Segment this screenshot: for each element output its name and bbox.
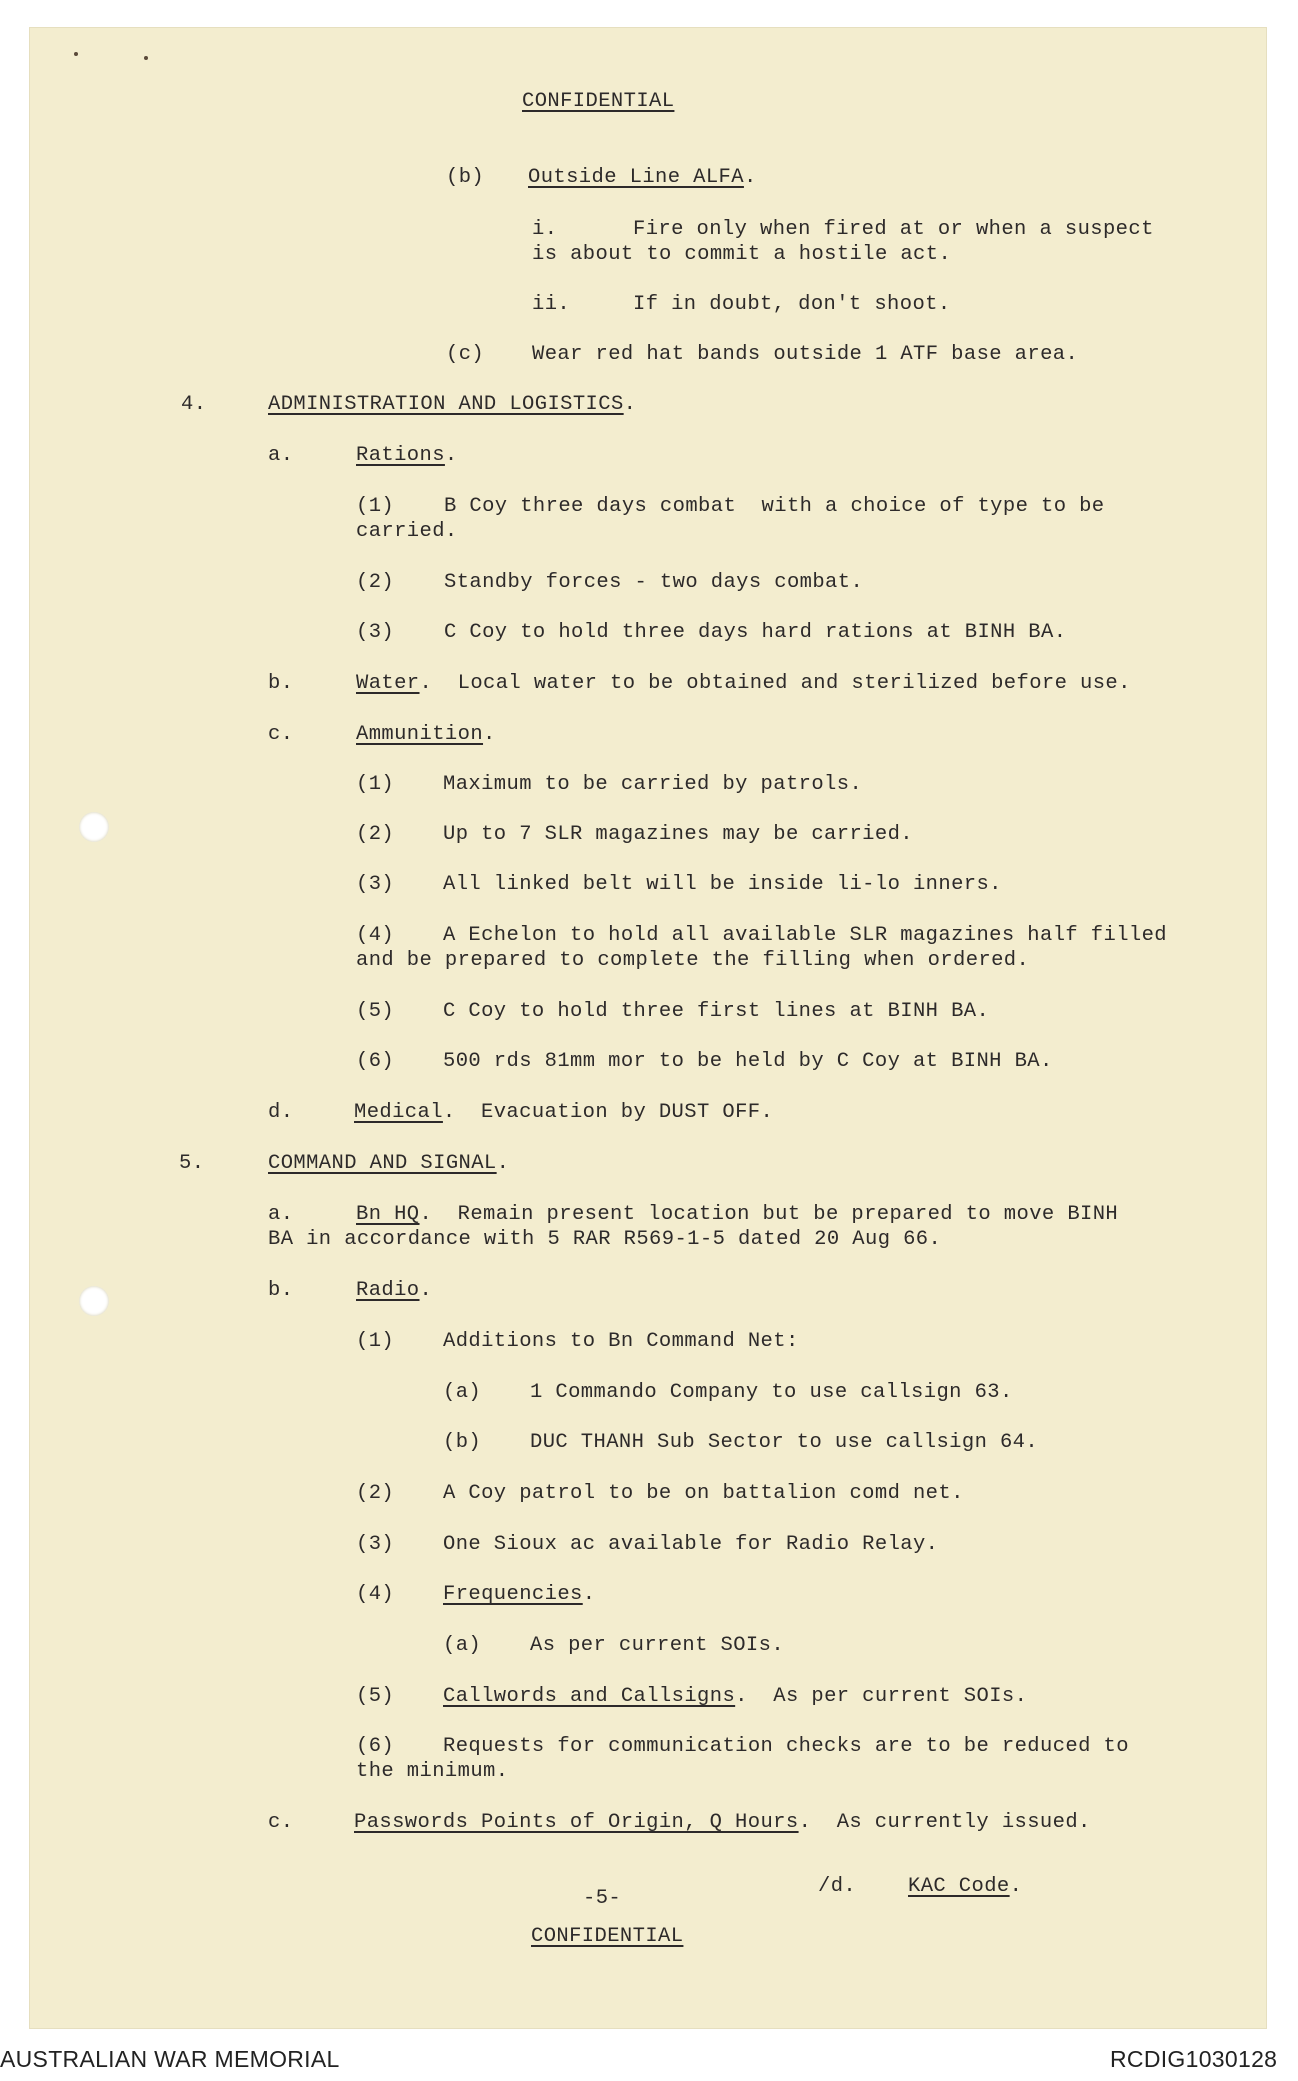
header-classification: CONFIDENTIAL bbox=[522, 90, 675, 113]
item-text: 1 Commando Company to use callsign 63. bbox=[530, 1381, 1013, 1404]
item-label: c. bbox=[268, 723, 294, 746]
continuation-heading: KAC Code. bbox=[908, 1875, 1023, 1898]
item-label: (3) bbox=[356, 873, 395, 896]
item-text: A Coy patrol to be on battalion comd net. bbox=[443, 1482, 964, 1505]
item-heading: Passwords Points of Origin, Q Hours. As currently issued. bbox=[354, 1811, 1091, 1834]
item-text: carried. bbox=[356, 520, 458, 543]
item-text: C Coy to hold three first lines at BINH BA. bbox=[443, 1000, 990, 1023]
punch-hole-top bbox=[79, 812, 109, 842]
item-text: Fire only when fired at or when a suspect bbox=[633, 218, 1154, 241]
item-heading: Medical. Evacuation by DUST OFF. bbox=[354, 1101, 774, 1124]
punch-hole-bottom bbox=[79, 1286, 109, 1316]
item-text: is about to commit a hostile act. bbox=[532, 243, 952, 266]
item-label: (3) bbox=[356, 1533, 395, 1556]
archive-credit: AUSTRALIAN WAR MEMORIAL bbox=[0, 2046, 340, 2072]
item-label: (1) bbox=[356, 495, 395, 518]
item-label: (5) bbox=[356, 1000, 395, 1023]
item-text: As per current SOIs. bbox=[530, 1634, 785, 1657]
item-label: (b) bbox=[443, 1431, 482, 1454]
item-text: If in doubt, don't shoot. bbox=[633, 293, 951, 316]
document-page bbox=[30, 28, 1266, 2028]
item-text: A Echelon to hold all available SLR magazines half filled bbox=[443, 924, 1168, 947]
continuation-label: /d. bbox=[818, 1875, 857, 1898]
item-label: (1) bbox=[356, 1330, 395, 1353]
section-title: COMMAND AND SIGNAL. bbox=[268, 1152, 510, 1175]
item-label: (4) bbox=[356, 1583, 395, 1606]
item-heading: Callwords and Callsigns. As per current SOIs. bbox=[443, 1685, 1028, 1708]
item-label: (a) bbox=[443, 1634, 482, 1657]
item-heading: Frequencies. bbox=[443, 1583, 596, 1606]
item-heading: Ammunition. bbox=[356, 723, 496, 746]
item-text: and be prepared to complete the filling when ordered. bbox=[356, 949, 1030, 972]
item-text: Maximum to be carried by patrols. bbox=[443, 773, 863, 796]
paper-mark bbox=[144, 56, 148, 60]
item-label: (6) bbox=[356, 1050, 395, 1073]
section-number: 4. bbox=[181, 393, 207, 416]
item-heading: Water. Local water to be obtained and sterilized before use. bbox=[356, 672, 1131, 695]
item-text: DUC THANH Sub Sector to use callsign 64. bbox=[530, 1431, 1039, 1454]
item-label: c. bbox=[268, 1811, 294, 1834]
item-text: Up to 7 SLR magazines may be carried. bbox=[443, 823, 913, 846]
item-label: (1) bbox=[356, 773, 395, 796]
item-text: Wear red hat bands outside 1 ATF base area. bbox=[532, 343, 1079, 366]
item-heading: Rations. bbox=[356, 444, 458, 467]
archive-reference: RCDIG1030128 bbox=[1110, 2046, 1278, 2072]
page-number: -5- bbox=[583, 1887, 622, 1910]
item-text: BA in accordance with 5 RAR R569-1-5 dated 20 Aug 66. bbox=[268, 1228, 942, 1251]
item-label: (5) bbox=[356, 1685, 395, 1708]
section-number: 5. bbox=[179, 1152, 205, 1175]
item-text: All linked belt will be inside li-lo inners. bbox=[443, 873, 1002, 896]
item-label: (6) bbox=[356, 1735, 395, 1758]
item-label: (2) bbox=[356, 1482, 395, 1505]
item-label: b. bbox=[268, 1279, 294, 1302]
item-text: the minimum. bbox=[356, 1760, 509, 1783]
item-label: (2) bbox=[356, 823, 395, 846]
item-label: (4) bbox=[356, 924, 395, 947]
item-label: b. bbox=[268, 672, 294, 695]
item-label: ii. bbox=[532, 293, 571, 316]
footer-classification: CONFIDENTIAL bbox=[531, 1925, 684, 1948]
item-label: (2) bbox=[356, 571, 395, 594]
item-text: Standby forces - two days combat. bbox=[444, 571, 864, 594]
item-heading: Outside Line ALFA. bbox=[528, 166, 757, 189]
item-text: Requests for communication checks are to be reduced to bbox=[443, 1735, 1129, 1758]
item-text: Additions to Bn Command Net: bbox=[443, 1330, 799, 1353]
item-label: i. bbox=[532, 218, 558, 241]
item-label: a. bbox=[268, 1203, 294, 1226]
item-text: One Sioux ac available for Radio Relay. bbox=[443, 1533, 939, 1556]
item-text: B Coy three days combat with a choice of type to be bbox=[444, 495, 1105, 518]
item-heading: Bn HQ. Remain present location but be prepared to move BINH bbox=[356, 1203, 1119, 1226]
item-text: 500 rds 81mm mor to be held by C Coy at BINH BA. bbox=[443, 1050, 1053, 1073]
item-text: C Coy to hold three days hard rations at BINH BA. bbox=[444, 621, 1067, 644]
item-heading: Radio. bbox=[356, 1279, 433, 1302]
item-label: d. bbox=[268, 1101, 294, 1124]
item-label: (c) bbox=[446, 343, 485, 366]
item-label: a. bbox=[268, 444, 294, 467]
section-title: ADMINISTRATION AND LOGISTICS. bbox=[268, 393, 637, 416]
item-label: (3) bbox=[356, 621, 395, 644]
paper-mark bbox=[74, 52, 78, 56]
item-label: (b) bbox=[446, 166, 485, 189]
item-label: (a) bbox=[443, 1381, 482, 1404]
